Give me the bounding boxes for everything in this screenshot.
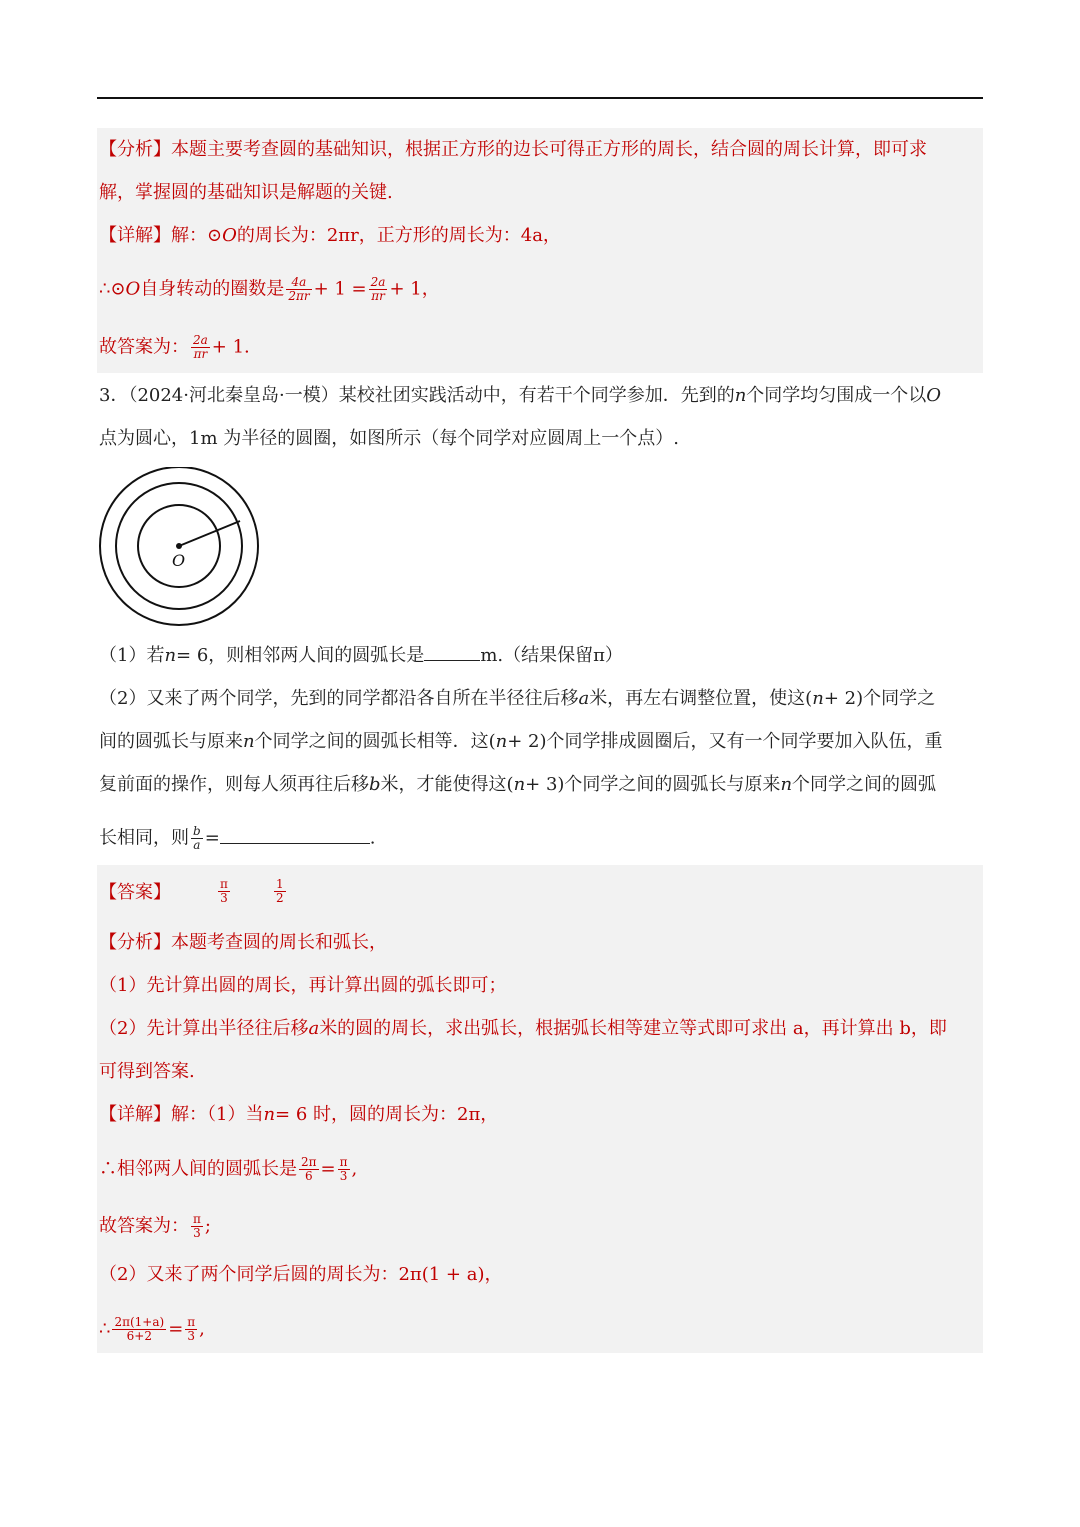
detail-1-line-3: 故答案为： $\frac{2a}{\pi r}$ + 1. [99, 333, 250, 361]
analysis-2-step-1: （1）先计算出圆的周长，再计算出圆的弧长即可； [99, 975, 507, 996]
radius-line [179, 521, 240, 546]
concentric-circles-figure [97, 467, 263, 627]
detail-2-line-3: 故答案为： $\frac{\pi}{3}$ ; [99, 1212, 211, 1240]
question-3-line-1: 3．（2024·河北秦皇岛·一模）某校社团实践活动中，有若干个同学参加．先到的n个同学均匀围成一个以O [99, 385, 942, 406]
detail-1-line-2: ∴⊙O自身转动的圈数是 $\frac{4a}{2\pi r}$ + 1 = $\frac{2a}{\pi r}$ + 1， [99, 275, 440, 303]
analysis-2-step-2-cont: 可得到答案. [99, 1061, 195, 1082]
question-3-sub-2-line-2: 间的圆弧长与原来n个同学之间的圆弧长相等．这(n+ 2)个同学排成圆圈后，又有一个同学要加入队伍，重 [99, 731, 943, 752]
question-3-line-2: 点为圆心，1m 为半径的圆圈，如图所示（每个同学对应圆周上一个点）. [99, 428, 679, 449]
answer-blank-2[interactable] [220, 843, 370, 844]
analysis-2-step-2: （2）先计算出半径往后移a米的圆的周长，求出弧长，根据弧长相等建立等式即可求出 a，再计算出 b，即 [99, 1018, 947, 1039]
fraction: $\frac{4a}{2\pi r}$ [288, 275, 310, 303]
answer-1-fraction: π 3 [220, 877, 228, 905]
fraction: $\frac{\pi}{3}$ [187, 1315, 196, 1343]
detail-2-line-5: ∴ $\frac{2\pi(1+a)}{6+2}$ = $\frac{\pi}{3}$ , [99, 1315, 205, 1343]
analysis-1-line-1: 【分析】本题主要考查圆的基础知识，根据正方形的边长可得正方形的周长，结合圆的周长计算，即可求 [99, 139, 927, 160]
fraction: $\frac{2\pi(1+a)}{6+2}$ [114, 1315, 165, 1343]
fraction: $\frac{2a}{\pi r}$ [370, 275, 386, 303]
fraction: $\frac{2\pi}{6}$ [301, 1155, 317, 1183]
center-label: O [172, 551, 186, 570]
question-3-sub-2-line-1: （2）又来了两个同学，先到的同学都沿各自所在半径往后移a米，再左右调整位置，使这(n+ 2)个同学之 [99, 688, 936, 709]
detail-2-line-2: ∴相邻两人间的圆弧长是 $\frac{2\pi}{6}$ = $\frac{\pi}{3}$ , [99, 1155, 358, 1183]
fraction: $\frac{b}{a}$ [193, 824, 201, 852]
fraction: $\frac{2a}{\pi r}$ [193, 333, 208, 361]
header-rule [97, 97, 983, 99]
question-3-sub-2-line-3: 复前面的操作，则每人须再往后移b米，才能使得这(n+ 3)个同学之间的圆弧长与原来n个同学之间的圆弧 [99, 774, 937, 795]
detail-2-line-1: 【详解】解：（1）当n= 6 时，圆的周长为：2π， [99, 1104, 499, 1125]
answer-blank-1[interactable] [424, 660, 480, 661]
answer-2-fraction: 1 2 [276, 877, 284, 905]
detail-2-line-4: （2）又来了两个同学后圆的周长为：2π(1 + a)， [99, 1264, 503, 1285]
center-point [176, 543, 182, 549]
question-3-sub-1: （1）若n= 6，则相邻两人间的圆弧长是 m.（结果保留π） [99, 645, 623, 666]
analysis-2-line-1: 【分析】本题考查圆的周长和弧长， [99, 932, 387, 953]
fraction: $\frac{\pi}{3}$ [339, 1155, 348, 1183]
fraction: $\frac{\pi}{3}$ [193, 1212, 201, 1240]
detail-1-line-1: 【详解】解：⊙O的周长为：2πr，正方形的周长为：4a， [99, 225, 561, 246]
question-3-sub-2-line-4: 长相同，则 $\frac{b}{a}$ = . [99, 824, 376, 852]
analysis-1-line-2: 解，掌握圆的基础知识是解题的关键. [99, 182, 393, 203]
answer-label: 【答案】 [99, 882, 171, 903]
